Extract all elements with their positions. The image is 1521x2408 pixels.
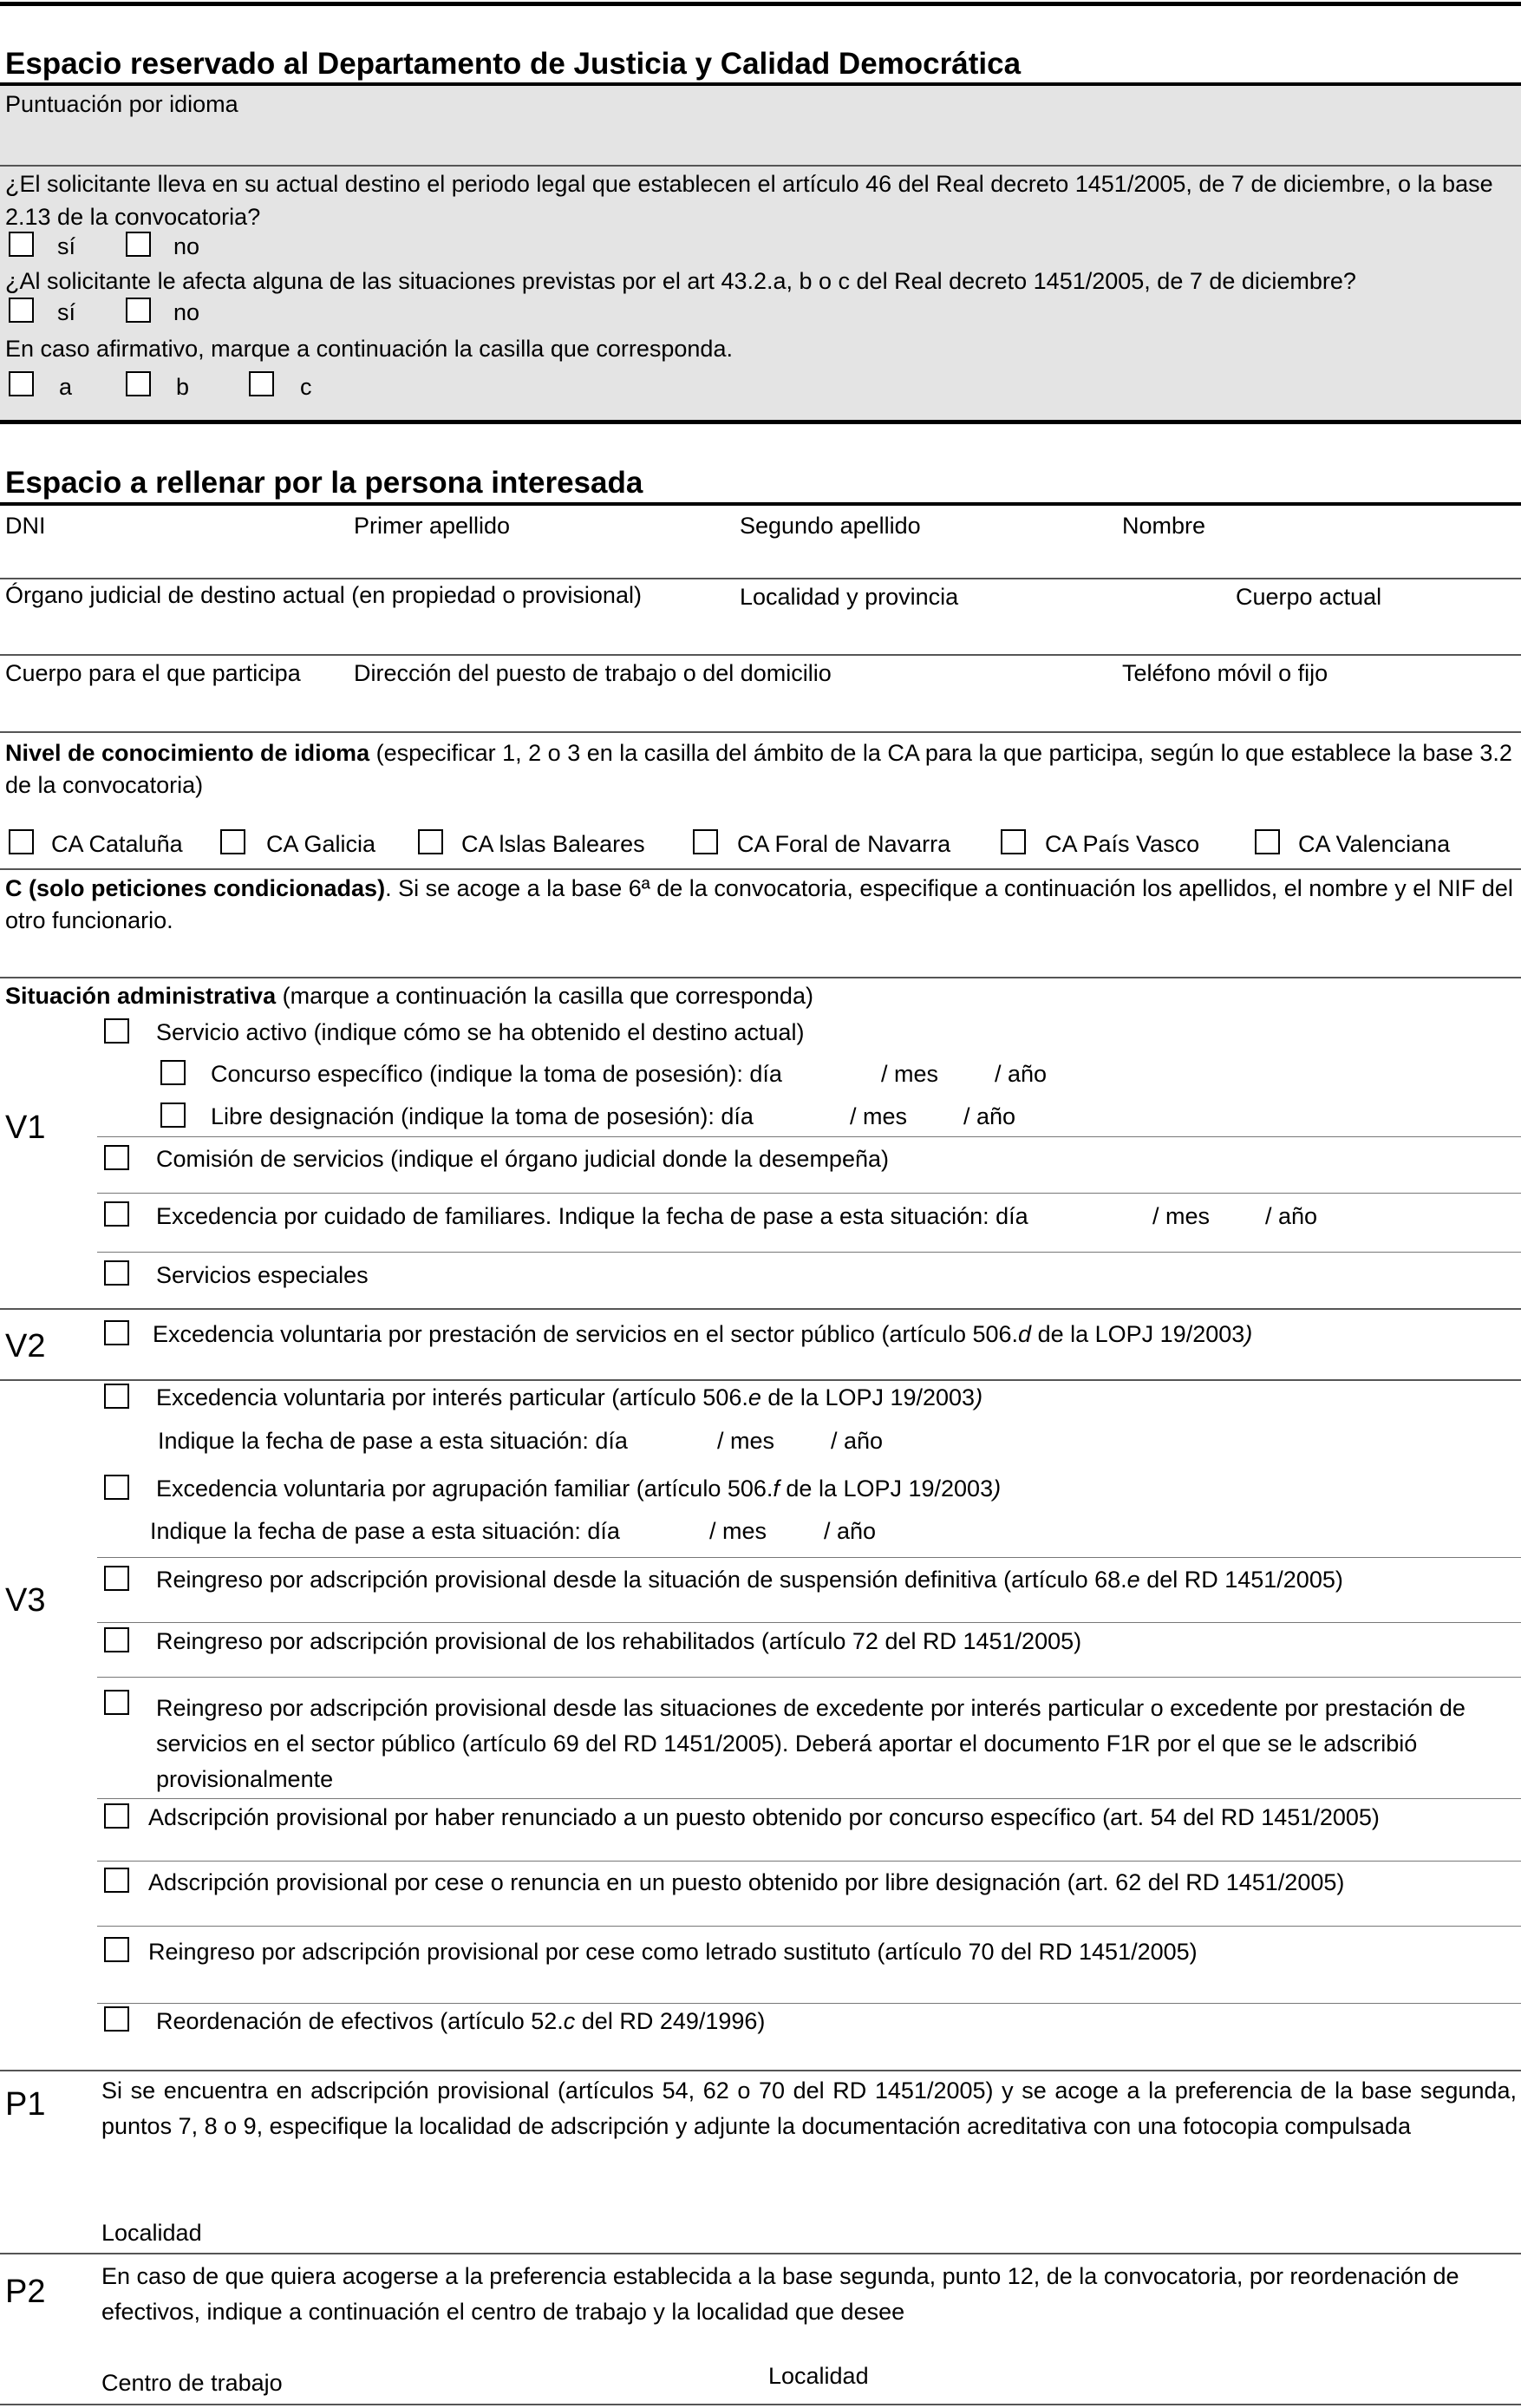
direccion-field-label[interactable]: Dirección del puesto de trabajo o del domicilio xyxy=(354,660,832,686)
ca-navarra-label: CA Foral de Navarra xyxy=(737,831,951,857)
telefono-field-label[interactable]: Teléfono móvil o fijo xyxy=(1122,660,1328,686)
adsc-concurso-label: Adscripción provisional por haber renunciado a un puesto obtenido por concurso específico (art. 54 del RD 1451/2005) xyxy=(148,1804,1380,1830)
q1-si-checkbox[interactable] xyxy=(9,232,34,257)
ca-pais-vasco-label: CA País Vasco xyxy=(1045,831,1200,857)
reingreso-rehabilitados-label: Reingreso por adscripción provisional de los rehabilitados (artículo 72 del RD 1451/2005) xyxy=(156,1628,1082,1654)
situacion-admin-description: (marque a continuación la casilla que corresponda) xyxy=(276,983,813,1009)
reingreso-suspension-label: Reingreso por adscripción provisional desde la situación de suspensión definitiva (artículo 68.e del RD 1451/2005) xyxy=(156,1567,1343,1593)
v3-label: V3 xyxy=(5,1582,46,1619)
libre-designacion-label: Libre designación (indique la toma de posesión): día xyxy=(211,1103,754,1129)
ca-galicia-checkbox[interactable] xyxy=(220,829,245,854)
divider xyxy=(97,1861,1521,1862)
afirmativo-instruction: En caso afirmativo, marque a continuación la casilla que corresponda. xyxy=(5,336,733,362)
divider xyxy=(0,868,1521,870)
cuerpo-actual-field-label[interactable]: Cuerpo actual xyxy=(1236,584,1382,610)
divider xyxy=(0,165,1521,167)
exc-sector-publico-checkbox[interactable] xyxy=(104,1320,129,1345)
p2-centro-trabajo-field-label[interactable]: Centro de trabajo xyxy=(101,2370,283,2396)
ca-valenciana-label: CA Valenciana xyxy=(1298,831,1451,857)
divider xyxy=(0,731,1521,733)
option-c-label: c xyxy=(300,374,312,400)
option-a-label: a xyxy=(59,374,73,400)
reingreso-rehabilitados-checkbox[interactable] xyxy=(104,1627,129,1652)
dni-field-label[interactable]: DNI xyxy=(5,513,46,539)
comision-servicios-checkbox[interactable] xyxy=(104,1145,129,1170)
divider xyxy=(0,2253,1521,2254)
dept-section-background xyxy=(0,83,1521,420)
excedencia-familiares-label: Excedencia por cuidado de familiares. Indique la fecha de pase a esta situación: día xyxy=(156,1203,1028,1229)
divider xyxy=(97,1926,1521,1927)
p1-localidad-field-label[interactable]: Localidad xyxy=(101,2220,202,2246)
q2-si-label: sí xyxy=(57,299,76,325)
agrupacion-anio-label: / año xyxy=(824,1518,877,1544)
p2-localidad-field-label[interactable]: Localidad xyxy=(768,2363,869,2389)
divider xyxy=(0,1308,1521,1310)
ca-cataluna-label: CA Cataluña xyxy=(51,831,183,857)
adsc-libre-label: Adscripción provisional por cese o renuncia en un puesto obtenido por libre designación (art. 62 del RD 1451/2005) xyxy=(148,1869,1345,1895)
divider xyxy=(0,977,1521,978)
primer-apellido-field-label[interactable]: Primer apellido xyxy=(354,513,511,539)
q1-si-label: sí xyxy=(57,233,76,259)
puntuacion-label: Puntuación por idioma xyxy=(5,91,238,117)
comision-servicios-label: Comisión de servicios (indique el órgano judicial donde la desempeña) xyxy=(156,1146,889,1172)
top-border xyxy=(0,2,1521,6)
ca-cataluna-checkbox[interactable] xyxy=(9,829,34,854)
ca-valenciana-checkbox[interactable] xyxy=(1255,829,1280,854)
interes-fecha-pase-label: Indique la fecha de pase a esta situación: día xyxy=(158,1428,628,1454)
concurso-anio-label: / año xyxy=(995,1061,1048,1087)
reingreso-letrado-checkbox[interactable] xyxy=(104,1937,129,1962)
divider xyxy=(0,420,1521,424)
q2-si-checkbox[interactable] xyxy=(9,298,34,323)
divider xyxy=(97,1677,1521,1678)
exc-sector-publico-label: Excedencia voluntaria por prestación de servicios en el sector público (artículo 506.d de la LOPJ 19/2003) xyxy=(153,1321,1253,1347)
question-periodo-legal: ¿El solicitante lleva en su actual destino el periodo legal que establecen el artículo 46 del Real decreto 1451/2005, de 7 de diciembre, o la base 2.13 de la convocatoria? xyxy=(5,171,1493,230)
reordenacion-label: Reordenación de efectivos (artículo 52.c del RD 249/1996) xyxy=(156,2008,766,2034)
adsc-libre-checkbox[interactable] xyxy=(104,1868,129,1893)
ca-pais-vasco-checkbox[interactable] xyxy=(1001,829,1026,854)
reordenacion-checkbox[interactable] xyxy=(104,2006,129,2032)
agrupacion-fecha-pase-label: Indique la fecha de pase a esta situación: día xyxy=(150,1518,620,1544)
divider xyxy=(97,1557,1521,1558)
divider xyxy=(97,1136,1521,1137)
ca-navarra-checkbox[interactable] xyxy=(693,829,718,854)
servicio-activo-checkbox[interactable] xyxy=(104,1018,129,1044)
condicionadas-text xyxy=(5,873,1518,937)
divider xyxy=(0,578,1521,579)
question-situaciones-previstas: ¿Al solicitante le afecta alguna de las situaciones previstas por el art 43.2.a, b o c del Real decreto 1451/2005, de 7 de diciembre? xyxy=(5,268,1356,294)
p1-label: P1 xyxy=(5,2086,46,2123)
agrupacion-mes-label: / mes xyxy=(709,1518,767,1544)
divider xyxy=(0,1379,1521,1381)
dept-section-title: Espacio reservado al Departamento de Justicia y Calidad Democrática xyxy=(5,47,1022,81)
interes-mes-label: / mes xyxy=(717,1428,775,1454)
p2-label: P2 xyxy=(5,2274,46,2310)
excedencia-familiares-checkbox[interactable] xyxy=(104,1201,129,1227)
condicionadas-heading: C (solo peticiones condicionadas) xyxy=(5,875,386,901)
exc-interes-particular-label: Excedencia voluntaria por interés particular (artículo 506.e de la LOPJ 19/2003) xyxy=(156,1384,983,1410)
situacion-admin-text xyxy=(5,982,813,1011)
servicio-activo-label: Servicio activo (indique cómo se ha obtenido el destino actual) xyxy=(156,1019,805,1045)
q2-no-label: no xyxy=(173,299,200,325)
libre-designacion-checkbox[interactable] xyxy=(160,1103,186,1128)
concurso-especifico-label: Concurso específico (indique la toma de posesión): día xyxy=(211,1061,782,1087)
libre-anio-label: / año xyxy=(963,1103,1016,1129)
divider xyxy=(0,502,1521,506)
cuerpo-participa-field-label[interactable]: Cuerpo para el que participa xyxy=(5,660,301,686)
ca-baleares-checkbox[interactable] xyxy=(418,829,443,854)
p1-instructions: Si se encuentra en adscripción provisional (artículos 54, 62 o 70 del RD 1451/2005) y se acoge a la preferencia de la base segunda, puntos 7, 8 o 9, especifique la localidad de adscripción y adjunte la documentación acreditativa con una fotocopia compulsada xyxy=(101,2078,1517,2139)
segundo-apellido-field-label[interactable]: Segundo apellido xyxy=(740,513,921,539)
servicios-especiales-label: Servicios especiales xyxy=(156,1262,369,1288)
concurso-mes-label: / mes xyxy=(881,1061,939,1087)
option-b-checkbox[interactable] xyxy=(126,371,151,396)
libre-mes-label: / mes xyxy=(850,1103,908,1129)
divider xyxy=(0,654,1521,656)
q1-no-label: no xyxy=(173,233,200,259)
nivel-idioma-heading: Nivel de conocimiento de idioma xyxy=(5,740,370,766)
exc-agrupacion-familiar-checkbox[interactable] xyxy=(104,1475,129,1500)
exc-agrupacion-familiar-label: Excedencia voluntaria por agrupación familiar (artículo 506.f de la LOPJ 19/2003) xyxy=(156,1476,1002,1502)
localidad-provincia-field-label[interactable]: Localidad y provincia xyxy=(740,584,959,610)
nombre-field-label[interactable]: Nombre xyxy=(1122,513,1206,539)
nivel-idioma-description: (especificar 1, 2 o 3 en la casilla del ámbito de la CA para la que participa, según lo que establece la base 3.2 de la convocatoria) xyxy=(5,740,1512,798)
reingreso-excedente-checkbox[interactable] xyxy=(104,1690,129,1715)
person-section-title: Espacio a rellenar por la persona interesada xyxy=(5,466,643,500)
familiares-mes-label: / mes xyxy=(1152,1203,1211,1229)
reingreso-letrado-label: Reingreso por adscripción provisional por cese como letrado sustituto (artículo 70 del RD 1451/2005) xyxy=(148,1939,1198,1965)
option-c-checkbox[interactable] xyxy=(249,371,274,396)
servicios-especiales-checkbox[interactable] xyxy=(104,1260,129,1286)
concurso-especifico-checkbox[interactable] xyxy=(160,1060,186,1085)
v2-label: V2 xyxy=(5,1328,46,1364)
condicionadas-description: . Si se acoge a la base 6ª de la convocatoria, especifique a continuación los apellidos, el nombre y el NIF del otro funcionario. xyxy=(5,875,1513,933)
familiares-anio-label: / año xyxy=(1265,1203,1318,1229)
organo-field-label[interactable]: Órgano judicial de destino actual (en propiedad o provisional) xyxy=(5,582,642,608)
exc-interes-particular-checkbox[interactable] xyxy=(104,1384,129,1409)
q1-no-checkbox[interactable] xyxy=(126,232,151,257)
q2-no-checkbox[interactable] xyxy=(126,298,151,323)
adsc-concurso-checkbox[interactable] xyxy=(104,1803,129,1829)
divider xyxy=(97,1252,1521,1253)
reingreso-suspension-checkbox[interactable] xyxy=(104,1566,129,1591)
option-a-checkbox[interactable] xyxy=(9,371,34,396)
v1-label: V1 xyxy=(5,1109,46,1146)
nivel-idioma-text xyxy=(5,737,1518,802)
situacion-admin-heading: Situación administrativa xyxy=(5,983,277,1009)
divider xyxy=(97,1622,1521,1623)
divider xyxy=(0,82,1521,86)
reingreso-excedente-label: Reingreso por adscripción provisional desde las situaciones de excedente por interés particular o excedente por prestación de servicios en el sector público (artículo 69 del RD 1451/2005). Deberá aportar el documento F1R por el que se le adscribió provisionalmente xyxy=(156,1695,1466,1792)
ca-baleares-label: CA lslas Baleares xyxy=(461,831,645,857)
divider xyxy=(97,1193,1521,1194)
ca-galicia-label: CA Galicia xyxy=(266,831,376,857)
option-b-label: b xyxy=(176,374,190,400)
divider xyxy=(97,2003,1521,2004)
p2-instructions: En caso de que quiera acogerse a la preferencia establecida a la base segunda, punto 12, de la convocatoria, por reordenación de efectivos, indique a continuación el centro de trabajo y la localidad que desee xyxy=(101,2263,1459,2325)
divider xyxy=(0,2404,1521,2405)
divider xyxy=(97,1798,1521,1799)
divider xyxy=(0,2070,1521,2071)
interes-anio-label: / año xyxy=(831,1428,884,1454)
